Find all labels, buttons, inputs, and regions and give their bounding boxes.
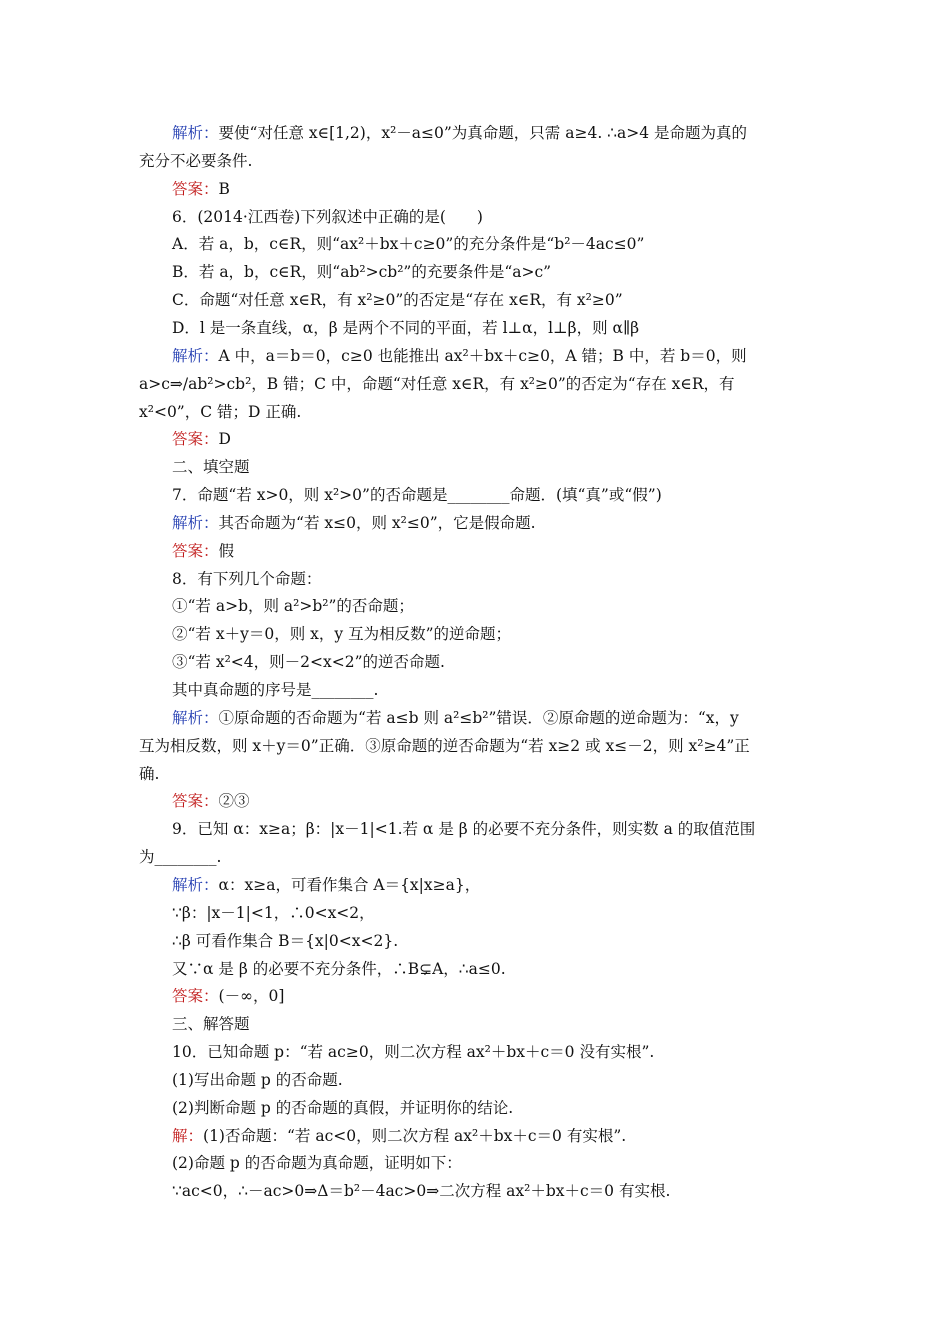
- answer-label: 解：: [172, 1126, 204, 1145]
- text-line: [172, 318, 844, 338]
- line-text: 为________.: [139, 848, 222, 867]
- line-text: α：x≥a，可看作集合 A＝{x|x≥a}，: [218, 875, 481, 894]
- text-line: [172, 262, 844, 282]
- line-text: C．命题“对任意 x∈R，有 x²≥0”的否定是“存在 x∈R，有 x²≥0”: [172, 291, 623, 310]
- text-line: [172, 290, 844, 310]
- line-text: B: [218, 179, 230, 198]
- answer-label: 答案：: [172, 430, 219, 449]
- line-text: ∴β 可看作集合 B＝{x|0<x<2}.: [172, 931, 399, 950]
- text-line: [172, 1070, 844, 1090]
- answer-label: 答案：: [172, 179, 219, 198]
- line-text: ③“若 x²<4，则－2<x<2”的逆否命题.: [172, 653, 445, 672]
- text-line: [172, 1126, 844, 1146]
- text-line: [172, 1153, 844, 1173]
- line-text: (2)判断命题 p 的否命题的真假，并证明你的结论.: [172, 1098, 514, 1117]
- line-text: 确.: [139, 764, 160, 783]
- text-line: [172, 429, 844, 449]
- text-line: [172, 207, 844, 227]
- text-line: [172, 819, 844, 839]
- line-text: D．l 是一条直线，α，β 是两个不同的平面，若 l⊥α，l⊥β，则 α∥β: [172, 318, 640, 337]
- text-line: [139, 402, 811, 422]
- line-text: 7．命题“若 x>0，则 x²>0”的否命题是________命题．(填“真”或“假”): [172, 486, 662, 505]
- analysis-label: 解析：: [172, 513, 219, 532]
- line-text: 三、解答题: [172, 1015, 250, 1034]
- answer-label: 答案：: [172, 541, 219, 560]
- text-line: [172, 986, 844, 1006]
- text-line: [172, 959, 844, 979]
- line-text: 假: [218, 541, 235, 560]
- line-text: B．若 a，b，c∈R，则“ab²>cb²”的充要条件是“a>c”: [172, 263, 552, 282]
- line-text: ①“若 a>b，则 a²>b²”的否命题；: [172, 597, 414, 616]
- line-text: 充分不必要条件.: [139, 151, 253, 170]
- line-text: (2)命题 p 的否命题为真命题，证明如下：: [172, 1154, 462, 1173]
- analysis-label: 解析：: [172, 346, 219, 365]
- text-line: [172, 485, 844, 505]
- line-text: 6．(2014·江西卷)下列叙述中正确的是( ): [172, 207, 483, 226]
- text-line: [172, 903, 844, 923]
- text-line: [172, 179, 844, 199]
- text-line: [139, 736, 811, 756]
- line-text: a>c⇒/ab²>cb²，B 错；C 中，命题“对任意 x∈R，有 x²≥0”的否定为“存在 x∈R，有: [139, 374, 735, 393]
- text-line: [172, 1014, 844, 1034]
- line-text: ②“若 x＋y＝0，则 x，y 互为相反数”的逆命题；: [172, 625, 511, 644]
- line-text: 8．有下列几个命题：: [172, 569, 322, 588]
- text-line: [172, 596, 844, 616]
- line-text: 其否命题为“若 x≤0，则 x²≤0”，它是假命题.: [218, 513, 536, 532]
- text-line: [139, 847, 811, 867]
- text-line: [139, 764, 811, 784]
- line-text: 又∵α 是 β 的必要不充分条件，∴B⊊A，∴a≤0.: [172, 959, 506, 978]
- line-text: A．若 a，b，c∈R，则“ax²＋bx＋c≥0”的充分条件是“b²－4ac≤0”: [172, 235, 645, 254]
- line-text: 互为相反数，则 x＋y＝0”正确．③原命题的逆否命题为“若 x≥2 或 x≤－2，则 x²≥4”正: [139, 736, 750, 755]
- line-text: 9．已知 α：x≥a；β：|x－1|<1.若 α 是 β 的必要不充分条件，则实数 a 的取值范围: [172, 820, 756, 839]
- text-line: [172, 680, 844, 700]
- line-text: x²<0”，C 错；D 正确.: [139, 402, 302, 421]
- line-text: 其中真命题的序号是________.: [172, 681, 379, 699]
- text-line: [172, 513, 844, 533]
- line-text: (1)写出命题 p 的否命题.: [172, 1070, 343, 1089]
- analysis-label: 解析：: [172, 875, 219, 894]
- text-line: [172, 1181, 844, 1201]
- analysis-label: 解析：: [172, 124, 219, 142]
- text-line: [172, 652, 844, 672]
- text-line: [172, 1098, 844, 1118]
- line-text: D: [218, 430, 231, 449]
- text-line: [172, 123, 844, 143]
- text-line: [172, 931, 844, 951]
- text-line: [172, 541, 844, 561]
- text-line: [172, 346, 844, 366]
- text-line: [172, 457, 844, 477]
- answer-label: 答案：: [172, 987, 219, 1006]
- line-text: A 中，a＝b＝0，c≥0 也能推出 ax²＋bx＋c≥0，A 错；B 中，若 b＝0，则: [218, 346, 747, 365]
- text-line: [139, 151, 811, 171]
- text-line: [172, 875, 844, 895]
- analysis-label: 解析：: [172, 708, 219, 727]
- line-text: 要使“对任意 x∈[1,2)，x²－a≤0”为真命题，只需 a≥4. ∴a>4 是命题为真的: [218, 124, 748, 142]
- line-text: (1)否命题：“若 ac<0，则二次方程 ax²＋bx＋c＝0 有实根”.: [203, 1126, 627, 1145]
- line-text: ①原命题的否命题为“若 a≤b 则 a²≤b²”错误．②原命题的逆命题为：“x，y: [218, 708, 739, 727]
- line-text: ②③: [218, 792, 250, 811]
- text-line: [172, 624, 844, 644]
- answer-label: 答案：: [172, 792, 219, 811]
- text-line: [172, 708, 844, 728]
- line-text: ∵ac<0，∴－ac>0⇒Δ＝b²－4ac>0⇒二次方程 ax²＋bx＋c＝0 有实根.: [172, 1182, 671, 1201]
- text-line: [172, 791, 844, 811]
- text-line: [172, 569, 844, 589]
- line-text: 二、填空题: [172, 458, 250, 477]
- line-text: ∵β：|x－1|<1，∴0<x<2，: [172, 903, 375, 922]
- text-line: [172, 1042, 844, 1062]
- text-line: [172, 234, 844, 254]
- text-line: [139, 374, 811, 394]
- line-text: 10．已知命题 p：“若 ac≥0，则二次方程 ax²＋bx＋c＝0 没有实根”.: [172, 1043, 655, 1062]
- line-text: (－∞，0]: [218, 987, 285, 1006]
